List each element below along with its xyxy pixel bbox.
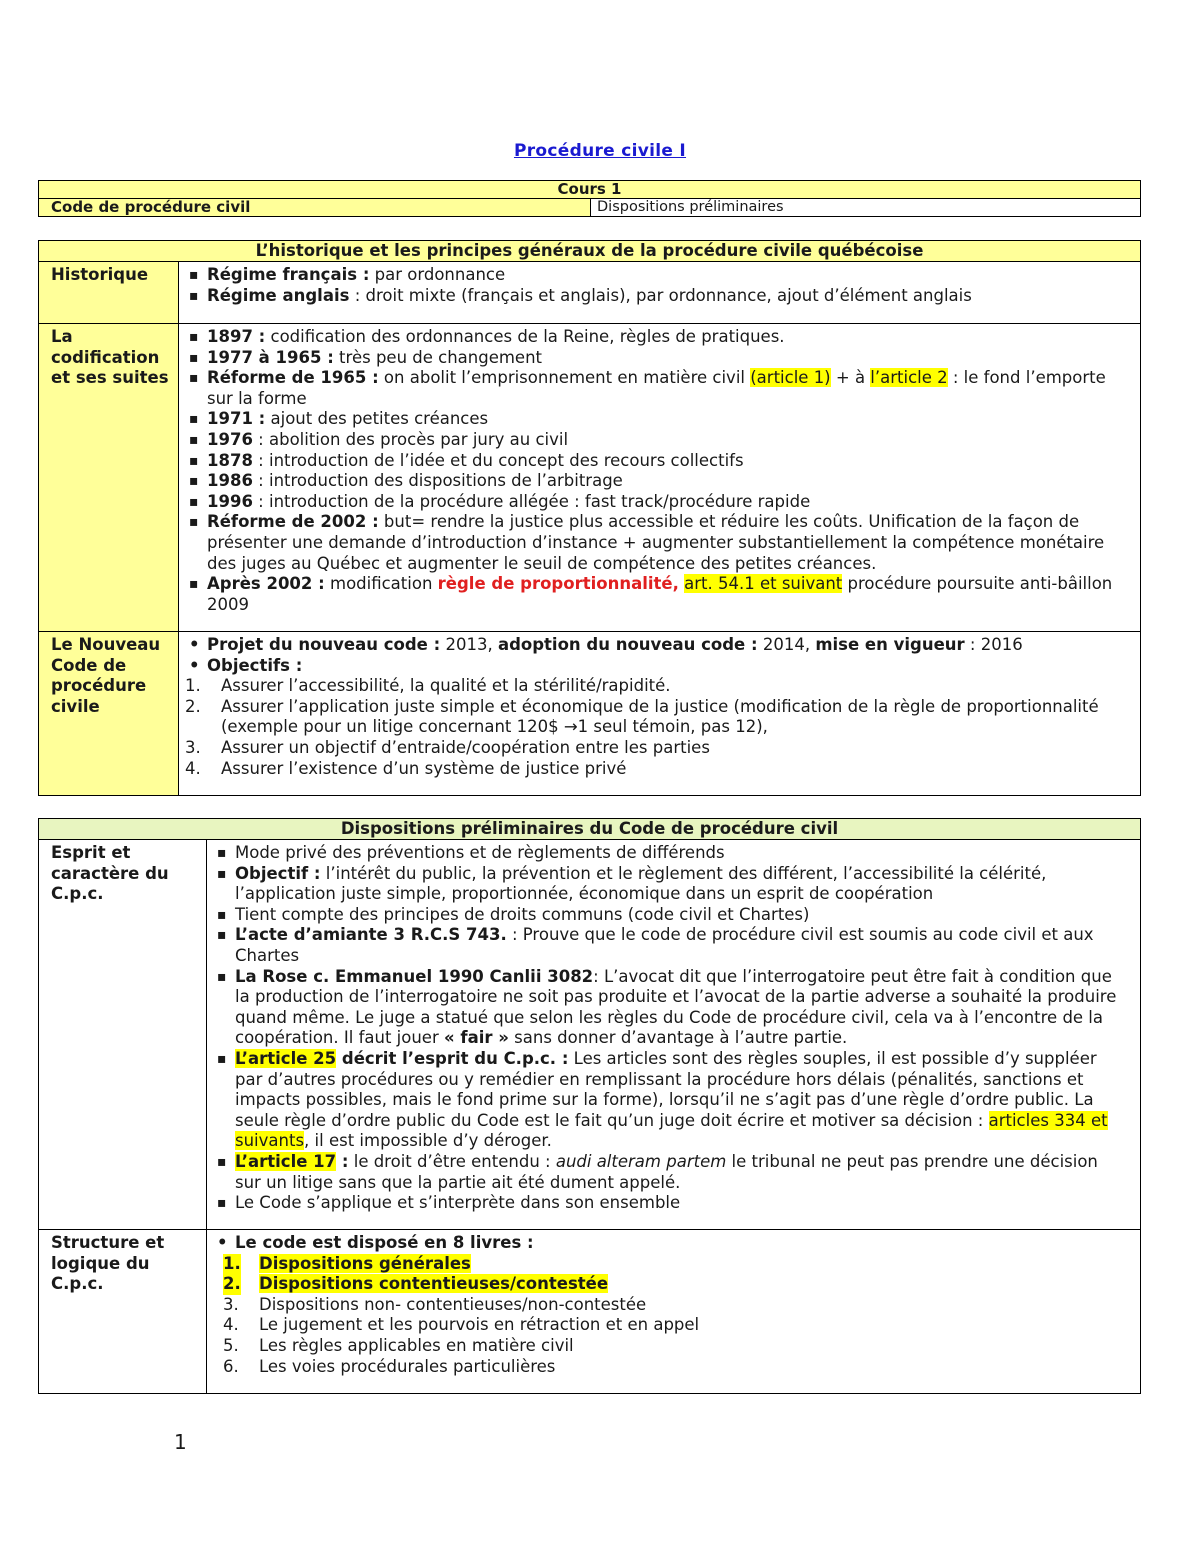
nouveau-code-content (179, 632, 1141, 796)
codification-content (179, 324, 1141, 632)
dispositions-table (38, 818, 1141, 1394)
list-item: 1. Assurer l’accessibilité, la qualité et la stérilité/rapidité. (185, 676, 671, 696)
code-label: Code de procédure civil (39, 199, 591, 217)
list-item: ▪ L’article 25 décrit l’esprit du C.p.c. : Les articles sont des règles souples, il est possible d’y suppléer par d’autres procédures ou y remédier en remplissant la procédure hors délais (pénalités, sanctions et impacts possibles, mais le fond prime sur la forme), lorsqu’il ne s’agit pas d’une règle d’ordre public. La seule règle d’ordre public du Code est le fait qu’un juge doit écrire et motiver sa décision : articles 334 et suivants, il est impossible d’y déroger. (213, 1049, 1128, 1152)
historique-label: Historique (39, 262, 179, 324)
list-item: 5. Les règles applicables en matière civil (223, 1335, 574, 1355)
list-item: ▪ Mode privé des préventions et de règlements de différends (213, 843, 1128, 864)
history-table (38, 240, 1141, 796)
list-item: ▪ 1986 : introduction des dispositions de l’arbitrage (185, 471, 1128, 492)
list-item: ▪ Tient compte des principes de droits communs (code civil et Chartes) (213, 905, 1128, 926)
list-item: ▪ Réforme de 1965 : on abolit l’emprisonnement en matière civil (article 1) + à l’article 2 : le fond l’emporte sur la forme (185, 368, 1128, 409)
structure-label: Structure et logique du C.p.c. (39, 1230, 207, 1394)
list-item: ▪ Régime français : par ordonnance (185, 265, 1128, 286)
list-item: ▪ Objectif : l’intérêt du public, la prévention et le règlement des différent, l’accessibilité la célérité, l’application juste simple, proportionnée, économique dans un esprit de coopération (213, 864, 1128, 905)
codification-label: La codification et ses suites (39, 324, 179, 632)
list-item: ▪ L’acte d’amiante 3 R.C.S 743. : Prouve que le code de procédure civil est soumis au code civil et aux Chartes (213, 925, 1128, 966)
list-item: 1. Dispositions générales (223, 1253, 471, 1273)
list-item: 4. Assurer l’existence d’un système de justice privé (185, 758, 627, 778)
list-item: • Le code est disposé en 8 livres : (213, 1233, 1128, 1254)
list-item: ▪ Régime anglais : droit mixte (français et anglais), par ordonnance, ajout d’élément anglais (185, 286, 1128, 307)
list-item: ▪ La Rose c. Emmanuel 1990 Canlii 3082: L’avocat dit que l’interrogatoire peut être fait à condition que la production de l’interrogatoire ne soit pas produite et l’avocat de la partie adverse a souhaité la produire quand même. Le juge a statué que selon les règles du Code de procédure civil, cela va à l’encontre de la coopération. Il faut jouer « fair » sans donner d’avantage à l’autre partie. (213, 967, 1128, 1049)
list-item: 2. Dispositions contentieuses/contestée (223, 1274, 609, 1294)
list-item: 3. Assurer un objectif d’entraide/coopération entre les parties (185, 737, 710, 757)
historique-content (179, 262, 1141, 324)
list-item: ▪ 1976 : abolition des procès par jury au civil (185, 430, 1128, 451)
page-number: 1 (174, 1430, 187, 1454)
list-item: 3. Dispositions non- contentieuses/non-contestée (223, 1294, 647, 1314)
course-header-table (38, 180, 1141, 217)
list-item: ▪ 1971 : ajout des petites créances (185, 409, 1128, 430)
list-item: ▪ Le Code s’applique et s’interprète dans son ensemble (213, 1193, 1128, 1214)
nouveau-code-label: Le Nouveau Code de procédure civile (39, 632, 179, 796)
list-item: • Projet du nouveau code : 2013, adoption du nouveau code : 2014, mise en vigueur : 2016 (185, 635, 1128, 656)
document-title: Procédure civile I (513, 141, 687, 161)
list-item: ▪ L’article 17 : le droit d’être entendu : audi alteram partem le tribunal ne peut pas prendre une décision sur un litige sans que la partie ait été dument appelé. (213, 1152, 1128, 1193)
dispositions-label: Dispositions préliminaires (591, 199, 1141, 217)
list-item: 4. Le jugement et les pourvois en rétraction et en appel (223, 1315, 700, 1335)
list-item: ▪ 1996 : introduction de la procédure allégée : fast track/procédure rapide (185, 492, 1128, 513)
list-item: 6. Les voies procédurales particulières (223, 1356, 556, 1376)
list-item: ▪ 1897 : codification des ordonnances de la Reine, règles de pratiques. (185, 327, 1128, 348)
structure-content (207, 1230, 1141, 1394)
list-item: ▪ 1878 : introduction de l’idée et du concept des recours collectifs (185, 451, 1128, 472)
list-item: ▪ Réforme de 2002 : but= rendre la justice plus accessible et réduire les coûts. Unification de la façon de présenter une demande d’introduction d’instance + augmenter substantiellement la compétence monétaire des juges au Québec et augmenter le seuil de compétence des petites créances. (185, 512, 1128, 574)
esprit-label: Esprit et caractère du C.p.c. (39, 840, 207, 1230)
history-heading: L’historique et les principes généraux de la procédure civile québécoise (39, 241, 1141, 262)
list-item: ▪ 1977 à 1965 : très peu de changement (185, 348, 1128, 369)
list-item: ▪ Après 2002 : modification règle de proportionnalité, art. 54.1 et suivant procédure poursuite anti-bâillon 2009 (185, 574, 1128, 615)
list-item: • Objectifs : (185, 656, 1128, 677)
list-item: 2. Assurer l’application juste simple et économique de la justice (modification de la règle de proportionnalité (exemple pour un litige concernant 120$ →1 seul témoin, pas 12), (185, 696, 1099, 737)
esprit-content (207, 840, 1141, 1230)
course-label: Cours 1 (39, 181, 1141, 199)
dispositions-heading: Dispositions préliminaires du Code de procédure civil (39, 819, 1141, 840)
